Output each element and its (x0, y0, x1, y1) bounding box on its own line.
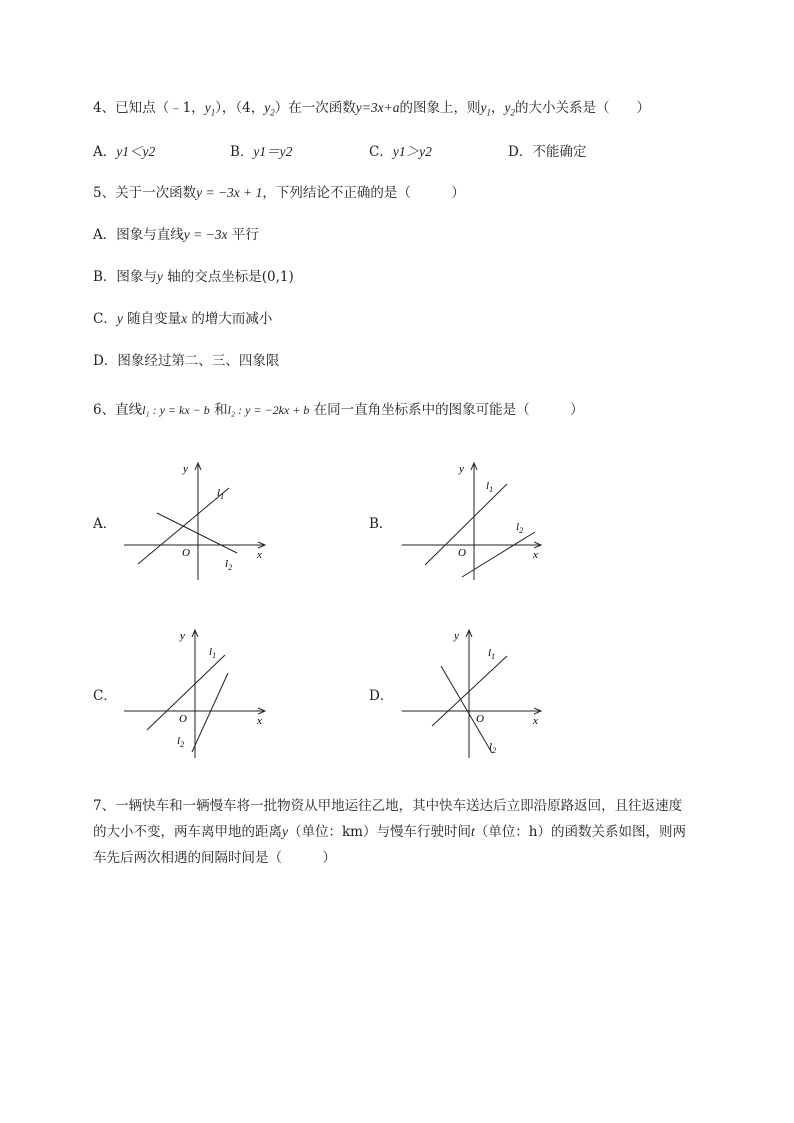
q7-line-3: 车先后两次相遇的间隔时间是（ ） (93, 850, 336, 866)
q4-option-b: B．y1＝y2 (230, 144, 293, 160)
q7-line-2: 的大小不变，两车离甲地的距离y（单位：km）与慢车行驶时间t（单位：h）的函数关系如图，则两 (93, 824, 686, 840)
svg-text:l2: $l_2$ (225, 558, 233, 572)
q6-stem: 6、直线l₁ : y = kx − b 和l₂ : y = −2kx + b 在同一直角坐标系中的图象可能是（ ） (93, 402, 584, 418)
svg-text:O: O (458, 547, 466, 559)
q6-fig-b-graph (398, 455, 558, 585)
q7-line-1: 7、一辆快车和一辆慢车将一批物资从甲地运往乙地，其中快车送达后立即沿原路返回，且往返速度 (93, 798, 683, 814)
q6-fig-a-label: A． (93, 516, 117, 532)
q6-fig-c-graph (120, 622, 280, 762)
q5-option-b: B．图象与y 轴的交点坐标是(0,1) (93, 269, 294, 285)
q5-option-a: A．图象与直线y = −3x 平行 (93, 227, 259, 243)
q4-stem: 4、已知点（﹣1，$y_1$），（4，$y_2$）在一次函数y=3x+a的图象上，则$y_1$，$y_2$的大小关系是（ ） (93, 100, 650, 118)
svg-text:l1: $l_1$ (488, 647, 496, 661)
svg-text:l1: $l_1$ (209, 646, 217, 660)
svg-text:O: O (476, 713, 484, 725)
svg-text:l1: $l_1$ (217, 487, 225, 501)
q6-fig-b-label: B． (369, 516, 393, 532)
svg-text:x: x (533, 549, 538, 561)
q4-option-c: C．y1＞y2 (369, 144, 432, 160)
q6-fig-d-graph (398, 622, 558, 762)
svg-text:l1: $l_1$ (486, 480, 494, 494)
q5-stem: 5、关于一次函数y = −3x + 1，下列结论不正确的是（ ） (93, 185, 465, 201)
svg-text:l2: $l_2$ (489, 741, 497, 755)
q4-option-a: A．y1＜y2 (93, 144, 156, 160)
q5-option-c: C．y 随自变量x 的增大而减小 (93, 311, 273, 327)
svg-text:y: y (454, 630, 459, 642)
x-axis-label: x (257, 549, 262, 561)
svg-text:y: y (459, 463, 464, 475)
q6-fig-c-label: C． (93, 688, 117, 704)
svg-text:x: x (257, 715, 262, 727)
q6-fig-a-graph (120, 455, 280, 585)
q5-option-d: D．图象经过第二、三、四象限 (93, 353, 280, 369)
svg-text:x: x (533, 715, 538, 727)
q6-fig-d-label: D． (369, 688, 394, 704)
q4-option-d: D．不能确定 (508, 144, 587, 160)
origin-label: O (182, 547, 190, 559)
svg-text:y: y (180, 630, 185, 642)
y-axis-label: y (183, 463, 188, 475)
svg-text:l2: $l_2$ (516, 521, 524, 535)
svg-text:O: O (179, 713, 187, 725)
svg-text:l2: $l_2$ (177, 735, 185, 749)
